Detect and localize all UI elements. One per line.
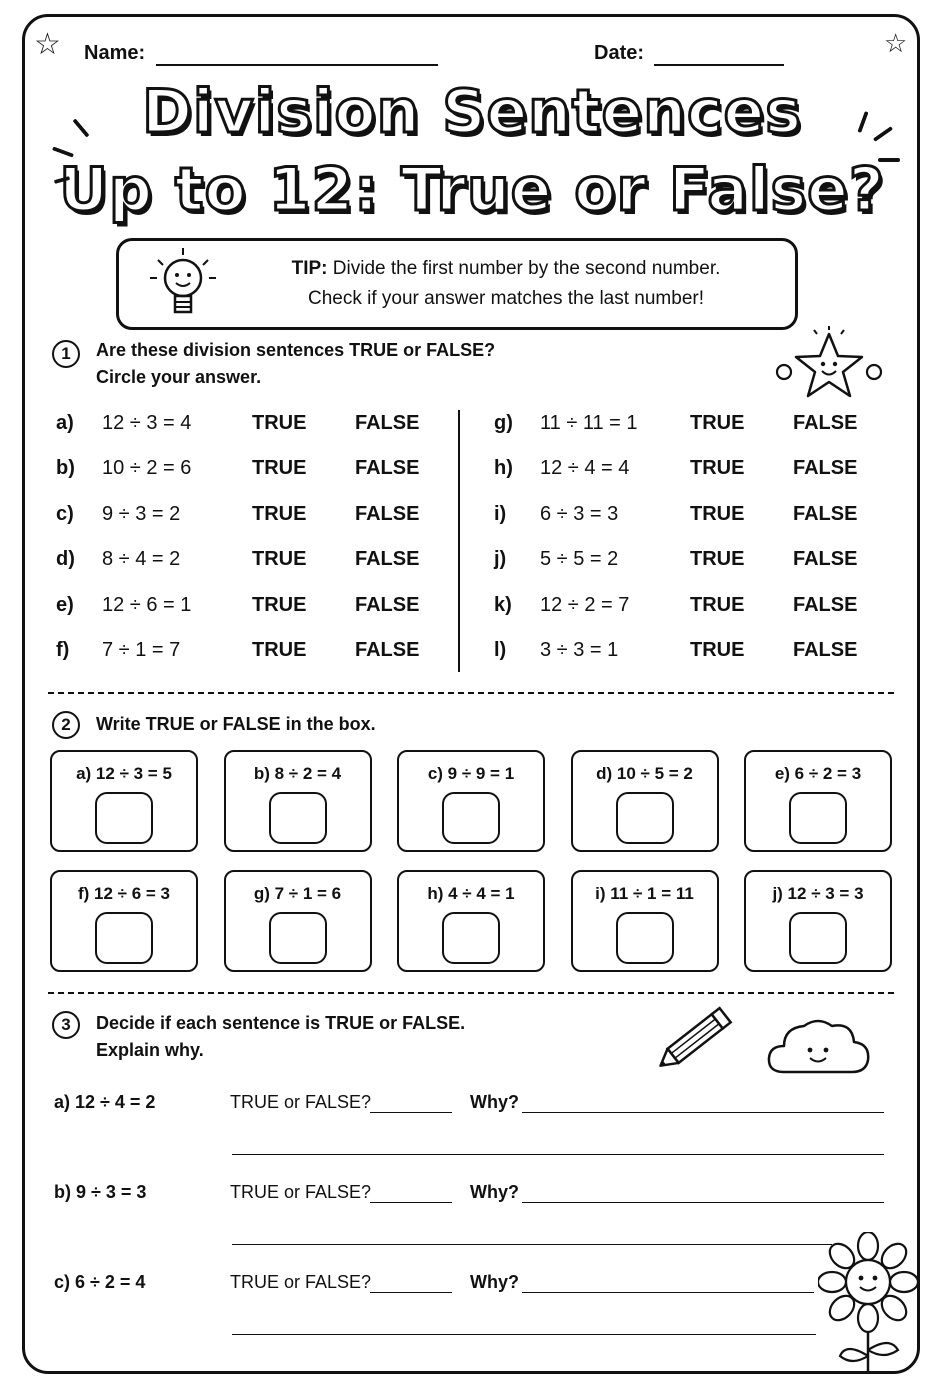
question-row xyxy=(56,408,436,438)
answer-card xyxy=(224,750,372,852)
section-divider xyxy=(48,692,894,694)
answer-box[interactable] xyxy=(442,792,500,844)
answer-box[interactable] xyxy=(269,912,327,964)
question-label: j) xyxy=(494,548,507,570)
card-sentence: a) 12 ÷ 3 = 5 xyxy=(76,764,172,783)
section-2-instruction: Write TRUE or FALSE in the box. xyxy=(96,714,376,734)
false-option[interactable]: FALSE xyxy=(355,593,420,616)
false-option[interactable]: FALSE xyxy=(355,502,420,525)
division-sentence: 10 ÷ 2 = 6 xyxy=(102,457,192,479)
question-label: d) xyxy=(56,548,75,570)
why-answer-line[interactable] xyxy=(522,1202,884,1203)
false-option[interactable]: FALSE xyxy=(793,457,858,479)
question-label: f) xyxy=(56,639,70,661)
answer-box[interactable] xyxy=(269,792,327,844)
tip-line-2: Check if your answer matches the last number! xyxy=(307,288,704,309)
explain-sentence: a) 12 ÷ 4 = 2 xyxy=(54,1092,156,1112)
true-option[interactable]: TRUE xyxy=(690,593,745,616)
question-label: b) xyxy=(56,457,75,479)
true-false-answer-line[interactable] xyxy=(370,1202,452,1203)
card-sentence: c) 9 ÷ 9 = 1 xyxy=(427,764,515,783)
date-label: Date: xyxy=(594,42,645,64)
true-option[interactable]: TRUE xyxy=(252,639,307,661)
answer-box[interactable] xyxy=(789,912,847,964)
answer-box[interactable] xyxy=(616,912,674,964)
question-label: c) xyxy=(56,502,74,525)
question-row xyxy=(56,545,436,575)
division-sentence: 12 ÷ 2 = 7 xyxy=(540,593,630,616)
card-sentence: h) 4 ÷ 4 = 1 xyxy=(427,884,515,903)
true-or-false-label: TRUE or FALSE? xyxy=(230,1182,372,1202)
true-option[interactable]: TRUE xyxy=(252,502,307,525)
false-option[interactable]: FALSE xyxy=(793,411,858,434)
true-or-false-label: TRUE or FALSE? xyxy=(230,1092,372,1112)
false-option[interactable]: FALSE xyxy=(355,639,420,661)
question-label: g) xyxy=(494,411,513,434)
explain-sentence: b) 9 ÷ 3 = 3 xyxy=(54,1182,147,1202)
division-sentence: 3 ÷ 3 = 1 xyxy=(540,639,619,661)
true-option[interactable]: TRUE xyxy=(690,548,745,570)
star-icon: ☆ xyxy=(34,28,61,61)
question-row xyxy=(56,499,436,529)
division-sentence: 5 ÷ 5 = 2 xyxy=(540,548,619,570)
true-option[interactable]: TRUE xyxy=(690,502,745,525)
question-label: e) xyxy=(56,593,74,616)
question-row xyxy=(494,499,874,529)
true-option[interactable]: TRUE xyxy=(690,411,745,434)
division-sentence: 11 ÷ 11 = 1 xyxy=(540,411,638,434)
question-row xyxy=(494,545,874,575)
division-sentence: 12 ÷ 6 = 1 xyxy=(102,593,192,616)
card-sentence: e) 6 ÷ 2 = 3 xyxy=(774,764,862,783)
instruction-line: Explain why. xyxy=(96,1040,204,1060)
name-input-line[interactable] xyxy=(156,64,438,66)
division-sentence: 9 ÷ 3 = 2 xyxy=(102,502,181,525)
name-label: Name: xyxy=(84,42,146,64)
explanation-line[interactable] xyxy=(232,1154,884,1155)
answer-card xyxy=(50,750,198,852)
why-answer-line[interactable] xyxy=(522,1112,884,1113)
true-option[interactable]: TRUE xyxy=(252,593,307,616)
answer-card xyxy=(224,870,372,972)
answer-box[interactable] xyxy=(95,912,153,964)
answer-card xyxy=(50,870,198,972)
true-option[interactable]: TRUE xyxy=(690,457,745,479)
question-row xyxy=(494,636,874,666)
pencil-icon xyxy=(650,1006,740,1074)
answer-card xyxy=(397,870,545,972)
true-option[interactable]: TRUE xyxy=(690,639,745,661)
answer-box[interactable] xyxy=(442,912,500,964)
card-sentence: b) 8 ÷ 2 = 4 xyxy=(253,764,342,783)
date-input-line[interactable] xyxy=(654,64,784,66)
answer-card xyxy=(571,870,719,972)
true-option[interactable]: TRUE xyxy=(252,457,307,479)
burst-mark xyxy=(878,158,900,162)
question-row xyxy=(56,590,436,620)
true-false-answer-line[interactable] xyxy=(370,1112,452,1113)
question-row xyxy=(494,454,874,484)
tip-prefix: TIP: xyxy=(291,258,328,279)
question-row xyxy=(56,636,436,666)
answer-card xyxy=(744,870,892,972)
answer-card xyxy=(397,750,545,852)
column-divider xyxy=(458,410,460,672)
question-label: l) xyxy=(494,639,507,661)
section-1-instruction xyxy=(96,337,495,391)
star-mascot-icon xyxy=(770,326,888,406)
true-option[interactable]: TRUE xyxy=(252,548,307,570)
question-row xyxy=(56,454,436,484)
true-option[interactable]: TRUE xyxy=(252,411,307,434)
answer-box[interactable] xyxy=(95,792,153,844)
explanation-line[interactable] xyxy=(232,1334,816,1335)
answer-card xyxy=(744,750,892,852)
false-option[interactable]: FALSE xyxy=(793,593,858,616)
section-2-number: 2 xyxy=(52,711,80,739)
false-option[interactable]: FALSE xyxy=(793,502,858,525)
question-label: k) xyxy=(494,593,512,616)
question-label: h) xyxy=(494,457,513,479)
question-label: a) xyxy=(56,411,74,434)
answer-box[interactable] xyxy=(616,792,674,844)
section-divider xyxy=(48,992,894,994)
cloud-icon xyxy=(764,1010,874,1080)
question-row xyxy=(494,408,874,438)
title-line-2: Up to 12: True or False? xyxy=(59,155,885,225)
division-sentence: 12 ÷ 4 = 4 xyxy=(540,457,630,479)
section-1-number: 1 xyxy=(52,340,80,368)
card-sentence: j) 12 ÷ 3 = 3 xyxy=(772,884,864,903)
tip-text-1: Divide the first number by the second number. xyxy=(332,258,721,279)
true-false-answer-line[interactable] xyxy=(370,1292,452,1293)
title-line-1: Division Sentences xyxy=(142,77,802,147)
division-sentence: 7 ÷ 1 = 7 xyxy=(102,639,181,661)
division-sentence: 8 ÷ 4 = 2 xyxy=(102,548,181,570)
false-option[interactable]: FALSE xyxy=(793,548,858,570)
explanation-line[interactable] xyxy=(232,1244,832,1245)
section-3-instruction xyxy=(96,1010,465,1064)
why-label: Why? xyxy=(470,1272,519,1292)
section-3-number: 3 xyxy=(52,1011,80,1039)
why-answer-line[interactable] xyxy=(522,1292,814,1293)
false-option[interactable]: FALSE xyxy=(793,639,858,661)
instruction-line: Are these division sentences TRUE or FALSE? xyxy=(96,340,496,360)
answer-box[interactable] xyxy=(789,792,847,844)
answer-card xyxy=(571,750,719,852)
instruction-line: Circle your answer. xyxy=(96,367,262,387)
card-sentence: i) 11 ÷ 1 = 11 xyxy=(595,884,694,903)
why-label: Why? xyxy=(470,1092,519,1112)
star-icon: ☆ xyxy=(884,28,908,58)
tip-line-1 xyxy=(228,254,784,284)
question-row xyxy=(494,590,874,620)
false-option[interactable]: FALSE xyxy=(355,411,420,434)
instruction-line: Decide if each sentence is TRUE or FALSE. xyxy=(96,1013,466,1033)
division-sentence: 12 ÷ 3 = 4 xyxy=(102,411,192,434)
false-option[interactable]: FALSE xyxy=(355,457,420,479)
explain-sentence: c) 6 ÷ 2 = 4 xyxy=(54,1272,146,1292)
question-label: i) xyxy=(494,502,507,525)
lightbulb-icon xyxy=(146,246,220,326)
false-option[interactable]: FALSE xyxy=(355,548,420,570)
why-label: Why? xyxy=(470,1182,519,1202)
true-or-false-label: TRUE or FALSE? xyxy=(230,1272,372,1292)
card-sentence: g) 7 ÷ 1 = 6 xyxy=(253,884,342,903)
card-sentence: f) 12 ÷ 6 = 3 xyxy=(77,884,170,903)
division-sentence: 6 ÷ 3 = 3 xyxy=(540,502,619,525)
flower-icon xyxy=(818,1232,918,1378)
card-sentence: d) 10 ÷ 5 = 2 xyxy=(596,764,693,783)
